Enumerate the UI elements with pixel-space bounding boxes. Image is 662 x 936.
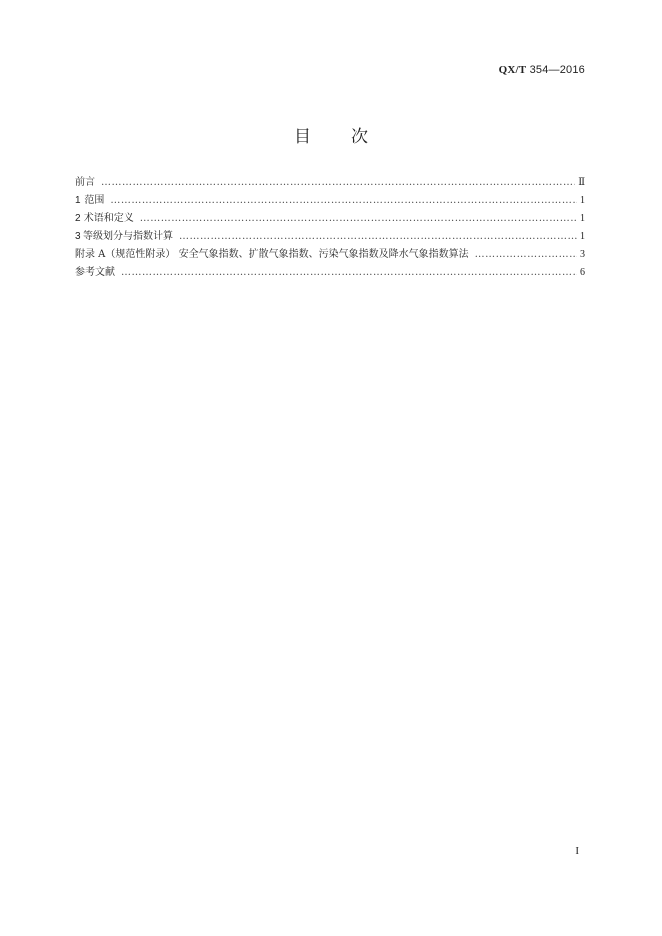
toc-entry-number: 2 xyxy=(75,213,81,224)
toc-entry-label: 前言 xyxy=(75,177,95,188)
toc-leader-dots xyxy=(475,246,577,264)
toc-entry-page: 1 xyxy=(580,231,585,242)
page-title: 目次 xyxy=(294,127,408,147)
toc-entry-appendix-a[interactable] xyxy=(75,246,585,264)
toc-entry-page: 6 xyxy=(580,267,585,278)
standard-prefix: QX/T xyxy=(498,64,527,76)
toc-entry-number: 3 xyxy=(75,231,81,242)
toc-entry-page: 1 xyxy=(580,213,585,224)
toc-leader-dots xyxy=(179,228,577,246)
toc-entry-label: 等级划分与指数计算 xyxy=(82,231,173,242)
toc-entry-page: 1 xyxy=(580,195,585,206)
toc-leader-dots xyxy=(121,264,577,282)
toc-entry-label: 术语和定义 xyxy=(83,213,134,224)
toc-entry-references[interactable] xyxy=(75,264,585,282)
toc-entry-scope[interactable] xyxy=(75,192,585,210)
toc-entry-number: 1 xyxy=(75,195,81,206)
toc-leader-dots xyxy=(140,210,577,228)
toc-entry-page: Ⅱ xyxy=(578,177,585,188)
toc-entry-page: 3 xyxy=(580,249,585,260)
toc-entry-label: 参考文献 xyxy=(75,267,115,278)
toc-entry-foreword[interactable] xyxy=(75,174,585,192)
page-number: I xyxy=(575,845,579,857)
toc-leader-dots xyxy=(110,192,577,210)
table-of-contents xyxy=(75,174,585,282)
toc-entry-label: 附录 A（规范性附录） 安全气象指数、扩散气象指数、污染气象指数及降水气象指数算法 xyxy=(75,249,469,260)
toc-leader-dots xyxy=(101,174,575,192)
standard-number: 354—2016 xyxy=(526,64,585,76)
toc-entry-label: 范围 xyxy=(84,195,105,206)
standard-code xyxy=(499,64,585,76)
toc-entry-terms[interactable] xyxy=(75,210,585,228)
toc-entry-grading[interactable] xyxy=(75,228,585,246)
